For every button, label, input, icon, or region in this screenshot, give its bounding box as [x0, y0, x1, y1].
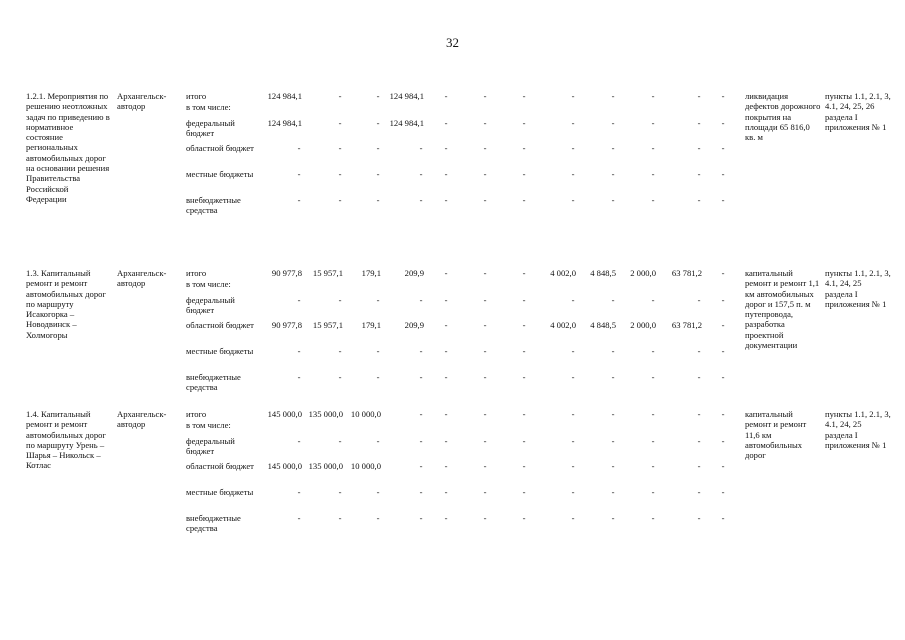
- value-cell: 209,9: [404, 268, 424, 278]
- value-cell: -: [338, 436, 342, 446]
- value-cell: -: [522, 513, 526, 523]
- value-cell: -: [522, 143, 526, 153]
- value-cell: -: [419, 143, 423, 153]
- funding-source-label: итого: [186, 91, 207, 101]
- value-cell: -: [697, 195, 701, 205]
- value-cell: -: [611, 143, 615, 153]
- funding-row: [0, 436, 905, 462]
- value-cell: -: [297, 372, 301, 382]
- value-cell: -: [376, 295, 380, 305]
- value-cell: -: [697, 487, 701, 497]
- funding-row: [0, 461, 905, 487]
- funding-row: [0, 346, 905, 372]
- funding-row: [0, 118, 905, 144]
- value-cell: -: [444, 295, 448, 305]
- value-cell: -: [721, 195, 725, 205]
- value-cell: -: [611, 487, 615, 497]
- value-cell: -: [483, 118, 487, 128]
- value-cell: -: [651, 487, 655, 497]
- value-cell: 135 000,0: [308, 409, 343, 419]
- value-cell: -: [338, 487, 342, 497]
- value-cell: -: [376, 118, 380, 128]
- value-cell: -: [419, 487, 423, 497]
- value-cell: -: [483, 320, 487, 330]
- value-cell: -: [444, 346, 448, 356]
- value-cell: -: [297, 195, 301, 205]
- value-cell: -: [697, 169, 701, 179]
- value-cell: -: [522, 346, 526, 356]
- value-cell: -: [419, 169, 423, 179]
- value-cell: -: [444, 268, 448, 278]
- value-cell: -: [483, 143, 487, 153]
- value-cell: -: [522, 268, 526, 278]
- value-cell: -: [571, 91, 575, 101]
- value-cell: -: [697, 409, 701, 419]
- funding-source-label: федеральный бюджет: [186, 436, 235, 457]
- value-cell: -: [338, 118, 342, 128]
- value-cell: -: [297, 436, 301, 446]
- value-cell: 209,9: [404, 320, 424, 330]
- value-cell: -: [376, 169, 380, 179]
- value-cell: -: [611, 513, 615, 523]
- value-cell: 145 000,0: [267, 409, 302, 419]
- funding-row: [0, 169, 905, 195]
- value-cell: -: [376, 195, 380, 205]
- value-cell: -: [522, 461, 526, 471]
- value-cell: 179,1: [361, 320, 381, 330]
- funding-source-label: местные бюджеты: [186, 487, 254, 497]
- value-cell: -: [483, 461, 487, 471]
- value-cell: -: [571, 409, 575, 419]
- value-cell: -: [376, 346, 380, 356]
- expected-result: капитальный ремонт и ремонт 1,1 км автомобильных дорог и 157,5 п. м путепровода, разработка проектной документации: [745, 268, 820, 351]
- value-cell: -: [483, 409, 487, 419]
- value-cell: -: [571, 143, 575, 153]
- value-cell: -: [611, 461, 615, 471]
- funding-source-label: итого: [186, 409, 207, 419]
- value-cell: -: [651, 295, 655, 305]
- value-cell: -: [483, 91, 487, 101]
- value-cell: -: [483, 436, 487, 446]
- funding-source-label: федеральный бюджет: [186, 118, 235, 139]
- value-cell: -: [444, 169, 448, 179]
- value-cell: -: [721, 118, 725, 128]
- value-cell: -: [483, 195, 487, 205]
- value-cell: -: [444, 118, 448, 128]
- funding-source-label: внебюджетные средства: [186, 195, 241, 216]
- value-cell: -: [522, 195, 526, 205]
- value-cell: -: [483, 487, 487, 497]
- value-cell: -: [611, 409, 615, 419]
- value-cell: 2 000,0: [630, 320, 656, 330]
- value-cell: -: [721, 513, 725, 523]
- value-cell: -: [376, 513, 380, 523]
- value-cell: -: [444, 487, 448, 497]
- value-cell: -: [571, 487, 575, 497]
- funding-source-label: в том числе:: [186, 279, 231, 289]
- value-cell: -: [611, 372, 615, 382]
- value-cell: 4 002,0: [550, 320, 576, 330]
- value-cell: -: [651, 372, 655, 382]
- value-cell: -: [697, 118, 701, 128]
- value-cell: -: [338, 372, 342, 382]
- value-cell: -: [297, 346, 301, 356]
- measure-description: 1.3. Капитальный ремонт и ремонт автомобильных дорог по маршруту Исакогорка – Новодвинск – Холмогоры: [26, 268, 106, 340]
- value-cell: 179,1: [361, 268, 381, 278]
- measure-description: 1.2.1. Мероприятия по решению неотложных задач по приведению в нормативное состояние региональных автомобильных дорог на основании решения Правительства Российской Федерации: [26, 91, 110, 204]
- value-cell: -: [297, 295, 301, 305]
- value-cell: -: [697, 143, 701, 153]
- value-cell: -: [651, 169, 655, 179]
- value-cell: -: [651, 409, 655, 419]
- value-cell: -: [571, 295, 575, 305]
- value-cell: -: [444, 436, 448, 446]
- funding-source-label: внебюджетные средства: [186, 372, 241, 393]
- value-cell: 90 977,8: [271, 268, 302, 278]
- funding-source-label: итого: [186, 268, 207, 278]
- value-cell: -: [571, 169, 575, 179]
- value-cell: -: [338, 91, 342, 101]
- value-cell: -: [571, 461, 575, 471]
- funding-row: [0, 143, 905, 169]
- value-cell: -: [721, 461, 725, 471]
- value-cell: -: [338, 346, 342, 356]
- value-cell: 135 000,0: [308, 461, 343, 471]
- value-cell: -: [483, 295, 487, 305]
- value-cell: -: [571, 346, 575, 356]
- funding-source-label: областной бюджет: [186, 320, 254, 330]
- value-cell: -: [444, 409, 448, 419]
- funding-row: [0, 487, 905, 513]
- value-cell: -: [697, 372, 701, 382]
- funding-source-label: местные бюджеты: [186, 346, 254, 356]
- funding-row: [0, 295, 905, 321]
- value-cell: -: [651, 195, 655, 205]
- measure-description: 1.4. Капитальный ремонт и ремонт автомобильных дорог по маршруту Урень – Шарья – Никольск – Котлас: [26, 409, 106, 471]
- page-number: 32: [446, 35, 459, 50]
- value-cell: -: [444, 320, 448, 330]
- value-cell: 124 984,1: [267, 91, 302, 101]
- funding-row: [0, 195, 905, 221]
- funding-row: [0, 320, 905, 346]
- value-cell: -: [721, 169, 725, 179]
- value-cell: -: [444, 461, 448, 471]
- value-cell: -: [419, 295, 423, 305]
- value-cell: -: [483, 372, 487, 382]
- value-cell: -: [721, 295, 725, 305]
- value-cell: -: [419, 409, 423, 419]
- value-cell: -: [651, 143, 655, 153]
- value-cell: -: [697, 461, 701, 471]
- value-cell: -: [297, 143, 301, 153]
- value-cell: -: [444, 513, 448, 523]
- references: пункты 1.1, 2.1, 3, 4.1, 24, 25 раздела I приложения № 1: [825, 409, 891, 450]
- value-cell: -: [338, 169, 342, 179]
- value-cell: 15 957,1: [312, 320, 343, 330]
- value-cell: 4 848,5: [590, 268, 616, 278]
- value-cell: -: [697, 91, 701, 101]
- funding-source-label: федеральный бюджет: [186, 295, 235, 316]
- value-cell: -: [297, 487, 301, 497]
- value-cell: -: [522, 320, 526, 330]
- value-cell: -: [522, 409, 526, 419]
- value-cell: -: [419, 195, 423, 205]
- value-cell: -: [651, 436, 655, 446]
- value-cell: 10 000,0: [350, 409, 381, 419]
- value-cell: 15 957,1: [312, 268, 343, 278]
- expected-result: капитальный ремонт и ремонт 11,6 км автомобильных дорог: [745, 409, 807, 461]
- value-cell: -: [522, 487, 526, 497]
- value-cell: -: [651, 461, 655, 471]
- responsible-organization: Архангельск-автодор: [117, 409, 167, 430]
- value-cell: 124 984,1: [267, 118, 302, 128]
- value-cell: -: [338, 295, 342, 305]
- responsible-organization: Архангельск-автодор: [117, 268, 167, 289]
- funding-source-label: областной бюджет: [186, 143, 254, 153]
- value-cell: -: [651, 118, 655, 128]
- funding-source-label: в том числе:: [186, 102, 231, 112]
- value-cell: -: [376, 372, 380, 382]
- value-cell: -: [522, 372, 526, 382]
- value-cell: 124 984,1: [389, 91, 424, 101]
- value-cell: -: [611, 118, 615, 128]
- value-cell: -: [651, 346, 655, 356]
- value-cell: -: [297, 169, 301, 179]
- references: пункты 1.1, 2.1, 3, 4.1, 24, 25 раздела I приложения № 1: [825, 268, 891, 309]
- value-cell: -: [444, 91, 448, 101]
- value-cell: -: [419, 346, 423, 356]
- funding-row: [0, 513, 905, 539]
- value-cell: -: [571, 513, 575, 523]
- value-cell: 145 000,0: [267, 461, 302, 471]
- references: пункты 1.1, 2.1, 3, 4.1, 24, 25, 26 раздела I приложения № 1: [825, 91, 891, 132]
- value-cell: -: [571, 436, 575, 446]
- value-cell: -: [721, 487, 725, 497]
- value-cell: -: [483, 268, 487, 278]
- value-cell: -: [483, 513, 487, 523]
- funding-source-label: областной бюджет: [186, 461, 254, 471]
- value-cell: 90 977,8: [271, 320, 302, 330]
- value-cell: -: [444, 143, 448, 153]
- value-cell: -: [376, 91, 380, 101]
- value-cell: -: [444, 372, 448, 382]
- value-cell: -: [297, 513, 301, 523]
- value-cell: -: [611, 195, 615, 205]
- value-cell: -: [522, 169, 526, 179]
- value-cell: -: [611, 91, 615, 101]
- value-cell: -: [611, 295, 615, 305]
- value-cell: -: [571, 118, 575, 128]
- value-cell: -: [571, 372, 575, 382]
- value-cell: -: [611, 436, 615, 446]
- value-cell: 124 984,1: [389, 118, 424, 128]
- value-cell: -: [522, 91, 526, 101]
- value-cell: 4 002,0: [550, 268, 576, 278]
- funding-source-label: внебюджетные средства: [186, 513, 241, 534]
- value-cell: -: [419, 372, 423, 382]
- value-cell: -: [721, 436, 725, 446]
- value-cell: -: [522, 436, 526, 446]
- value-cell: 2 000,0: [630, 268, 656, 278]
- value-cell: -: [721, 143, 725, 153]
- value-cell: -: [444, 195, 448, 205]
- value-cell: 4 848,5: [590, 320, 616, 330]
- expected-result: ликвидация дефектов дорожного покрытия на площади 65 816,0 кв. м: [745, 91, 821, 143]
- value-cell: -: [697, 295, 701, 305]
- value-cell: -: [419, 513, 423, 523]
- value-cell: -: [338, 513, 342, 523]
- value-cell: -: [522, 118, 526, 128]
- value-cell: -: [611, 169, 615, 179]
- value-cell: -: [571, 195, 575, 205]
- value-cell: 63 781,2: [671, 268, 702, 278]
- value-cell: -: [376, 143, 380, 153]
- funding-row: [0, 372, 905, 398]
- value-cell: -: [721, 346, 725, 356]
- value-cell: 63 781,2: [671, 320, 702, 330]
- value-cell: -: [419, 461, 423, 471]
- value-cell: -: [697, 513, 701, 523]
- value-cell: -: [376, 436, 380, 446]
- value-cell: -: [338, 143, 342, 153]
- value-cell: -: [721, 268, 725, 278]
- value-cell: -: [721, 372, 725, 382]
- value-cell: -: [721, 409, 725, 419]
- value-cell: -: [611, 346, 615, 356]
- responsible-organization: Архангельск-автодор: [117, 91, 167, 112]
- value-cell: -: [419, 436, 423, 446]
- value-cell: -: [697, 346, 701, 356]
- funding-source-label: местные бюджеты: [186, 169, 254, 179]
- value-cell: -: [522, 295, 526, 305]
- value-cell: 10 000,0: [350, 461, 381, 471]
- value-cell: -: [721, 91, 725, 101]
- funding-source-label: в том числе:: [186, 420, 231, 430]
- value-cell: -: [338, 195, 342, 205]
- value-cell: -: [483, 169, 487, 179]
- value-cell: -: [651, 513, 655, 523]
- value-cell: -: [651, 91, 655, 101]
- value-cell: -: [483, 346, 487, 356]
- value-cell: -: [376, 487, 380, 497]
- value-cell: -: [697, 436, 701, 446]
- value-cell: -: [721, 320, 725, 330]
